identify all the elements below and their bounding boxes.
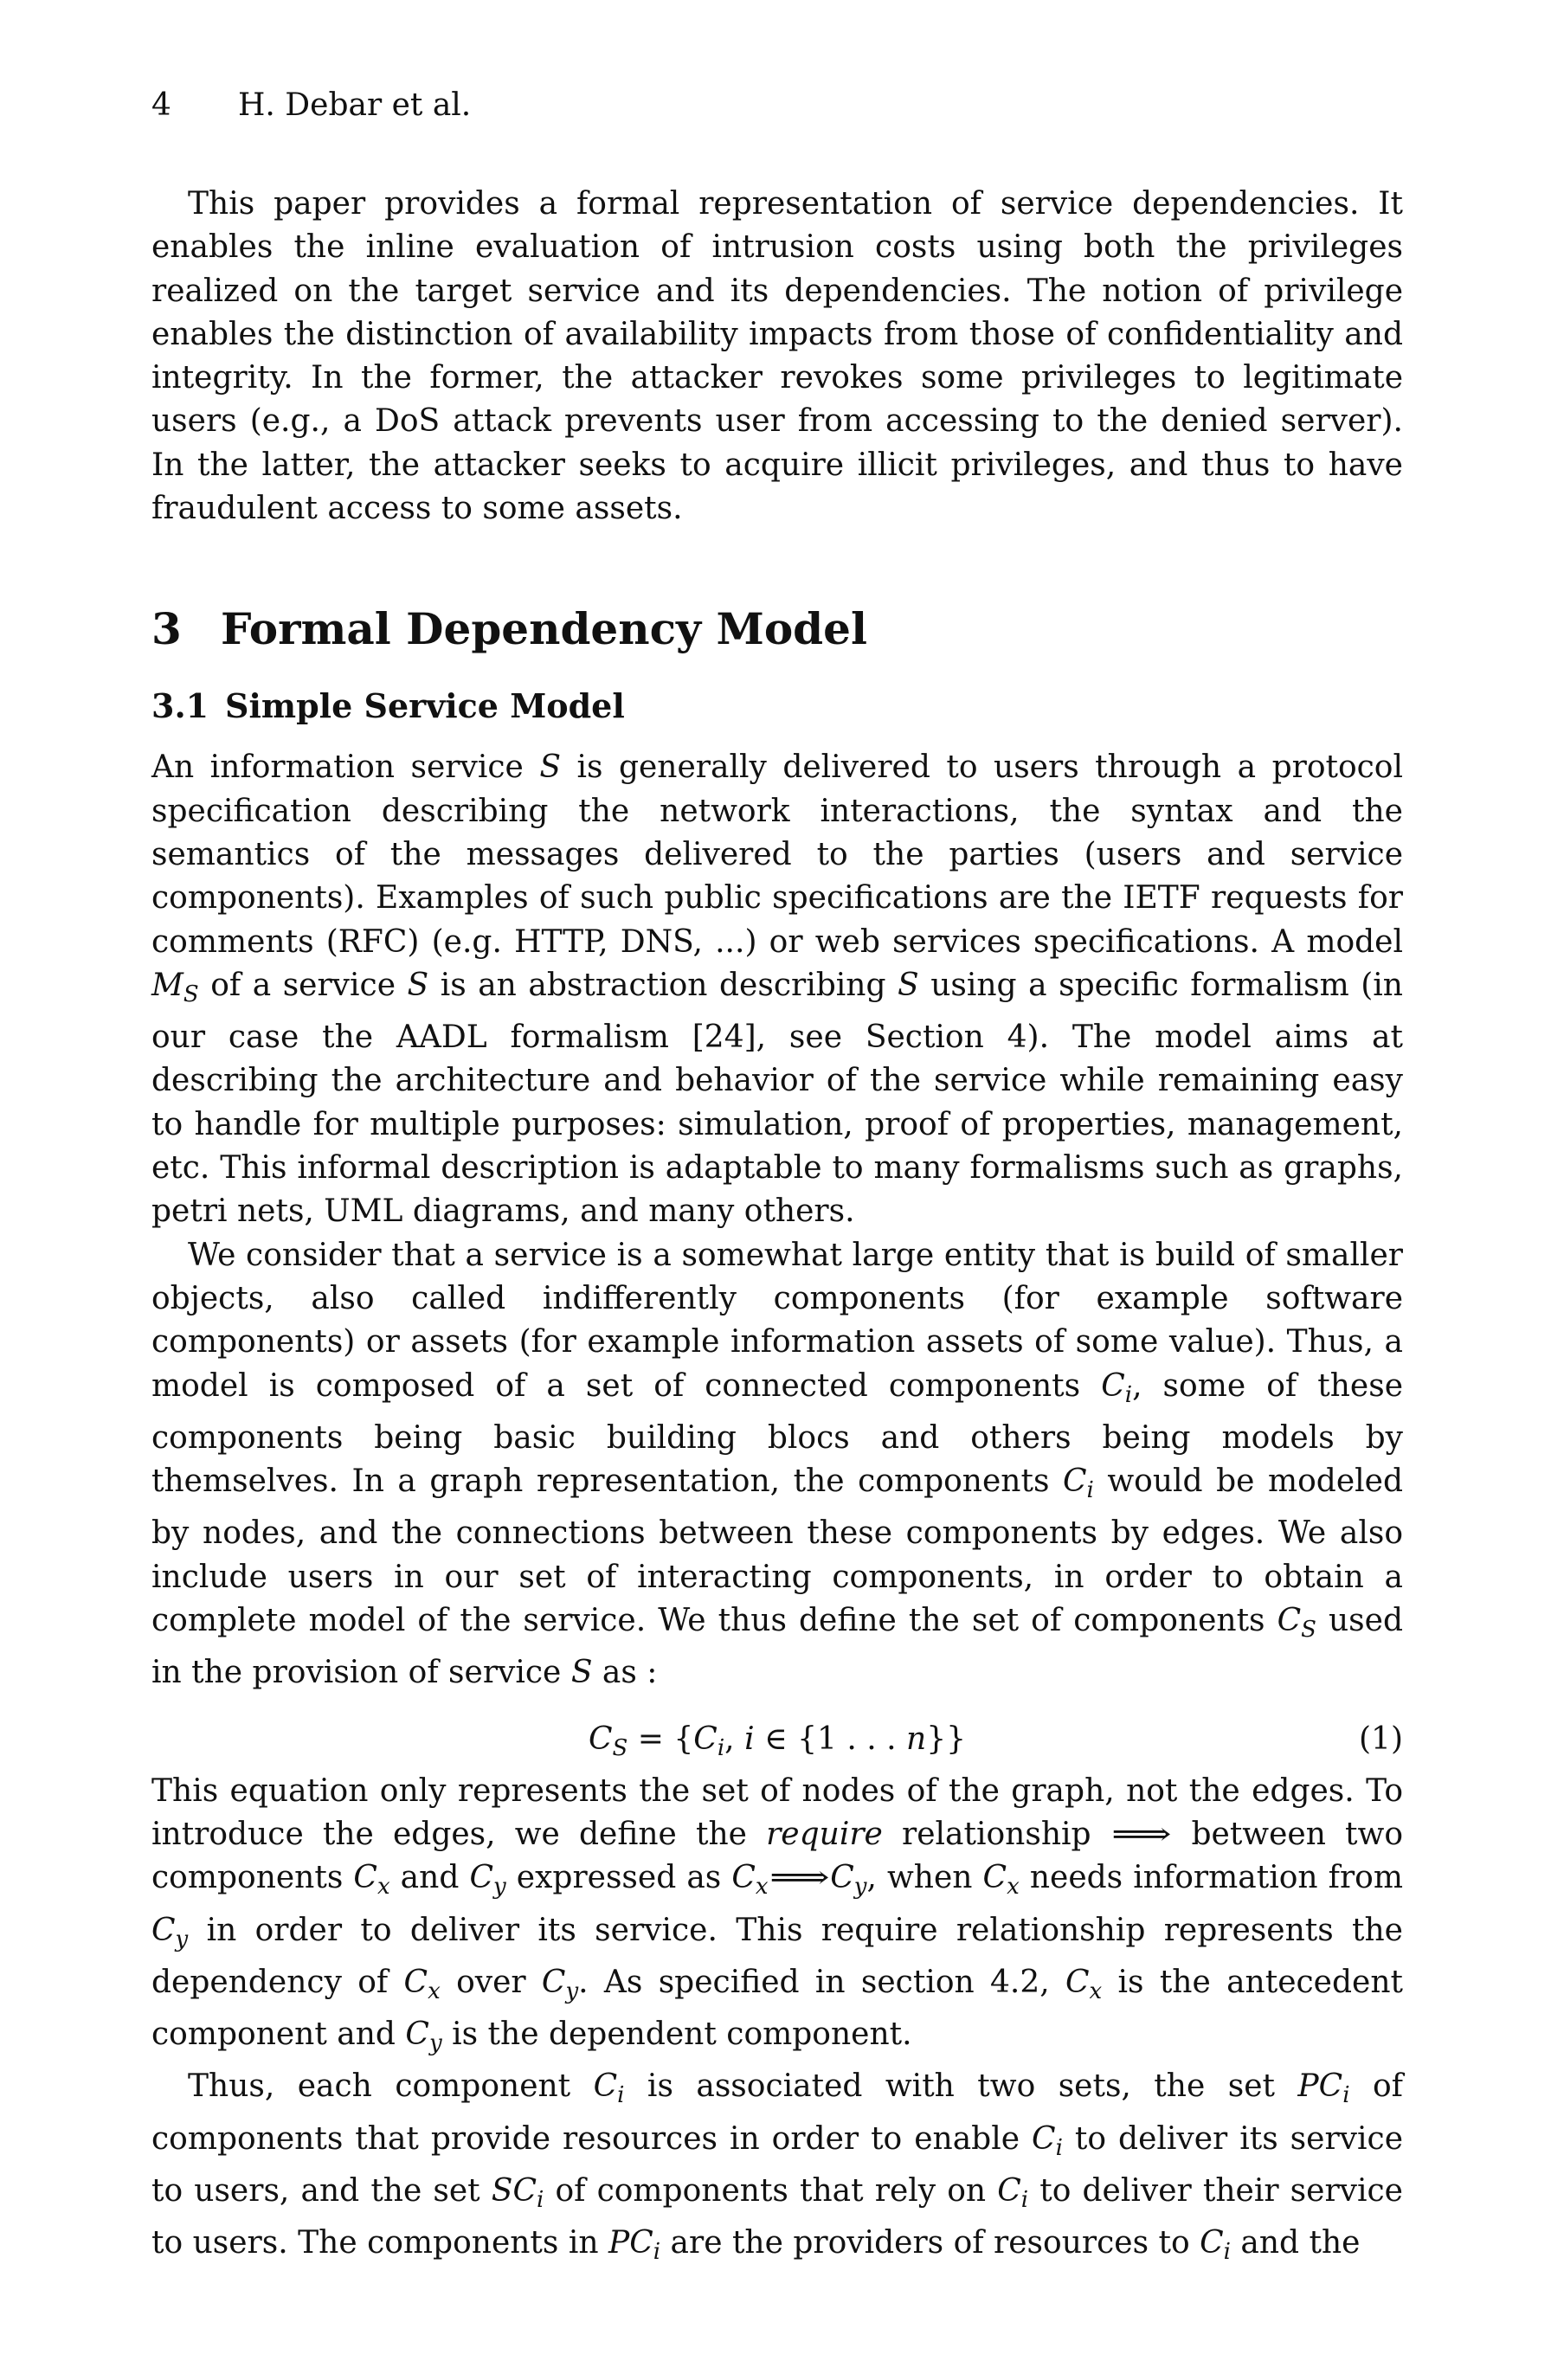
math-symbol: C	[830, 1860, 854, 1896]
page-number: 4	[151, 87, 171, 123]
section-heading	[151, 603, 1403, 655]
math-symbol: C	[1277, 1603, 1302, 1639]
intro-paragraph: This paper provides a formal representation of service dependencies. It enables the inline evaluation of intrusion costs using both the privileges realized on the target service and its dependencies. The notion of privilege enables the distinction of availability impacts from those of confidentiality and integrity. In the former, the attacker revokes some privileges to legitimate users (e.g., a DoS attack prevents user from accessing to the denied server). In the latter, the attacker seeks to acquire illicit privileges, and thus to have fraudulent access to some assets.	[151, 186, 1403, 527]
math-symbol: C	[1062, 1463, 1087, 1500]
text-run: needs information from	[1019, 1860, 1403, 1896]
math-subscript: i	[1342, 2082, 1350, 2109]
equation-text: ∈ {1 . . .	[754, 1721, 907, 1757]
math-subscript: i	[717, 1734, 725, 1761]
paper-page	[151, 87, 1403, 2274]
math-symbol: C	[151, 1912, 176, 1948]
text-run: as :	[592, 1655, 658, 1691]
text-run: to deliver its service to users, and the set	[151, 2120, 1403, 2209]
text-run: used in the provision of service	[151, 1603, 1403, 1691]
math-symbol: C	[541, 1964, 566, 2000]
text-run: between two components	[151, 1816, 1403, 1896]
text-run: relationship	[882, 1816, 1110, 1852]
paragraph-components	[151, 1234, 1403, 1695]
emphasis-require: require	[766, 1816, 883, 1852]
math-symbol: S	[898, 967, 919, 1003]
section-title: Formal Dependency Model	[221, 603, 867, 655]
math-symbol: C	[1065, 1964, 1090, 2000]
math-symbol: C	[731, 1860, 756, 1896]
math-subscript: S	[612, 1734, 628, 1761]
equation-text: = {	[637, 1721, 694, 1757]
text-run: is the antecedent component and	[151, 1964, 1403, 2053]
running-header-authors: H. Debar et al.	[238, 87, 472, 123]
math-subscript: i	[1086, 1477, 1094, 1504]
text-run: of components that rely on	[544, 2172, 998, 2209]
math-subscript: i	[537, 2186, 544, 2213]
implies-arrow: ⟹	[1110, 1816, 1172, 1852]
text-run: using a specific formalism (in our case the AADL formalism [24], see Section 4). The model aims at describing the architecture and behavior of the service while remaining easy to handle for multiple purposes: simulation, proof of properties, management, etc. This informal description is adaptable to many formalisms such as graphs, petri nets, UML diagrams, and many others.	[151, 967, 1403, 1230]
implies-arrow: ⟹	[769, 1860, 830, 1896]
paragraph-service-model	[151, 746, 1403, 1233]
equation-label: (1)	[1359, 1721, 1403, 1757]
math-subscript: x	[755, 1874, 769, 1901]
math-symbol: C	[405, 2017, 429, 2053]
text-run: to deliver their service to users. The components in	[151, 2172, 1403, 2261]
math-subscript: S	[1301, 1617, 1316, 1643]
equation-body	[151, 1718, 1403, 1770]
math-symbol: C	[593, 2068, 618, 2105]
text-run: of a service	[198, 967, 408, 1003]
text-run: is generally delivered to users through a protocol specification describing the network interactions, the syntax and the semantics of the messages delivered to the parties (users and service components). Examples of such public specifications are the IETF requests for comments (RFC) (e.g. HTTP, DNS, ...) or web services specifications. A model	[151, 749, 1403, 960]
math-symbol: M	[151, 967, 183, 1003]
text-run: Thus, each component	[188, 2068, 594, 2105]
math-symbol: S	[407, 967, 429, 1003]
math-subscript: y	[428, 2030, 442, 2057]
math-subscript: y	[175, 1926, 189, 1952]
text-run: would be modeled by nodes, and the connections between these components by edges. We also include users in our set of interacting components, in order to obtain a complete model of the service. We thus define the set of components	[151, 1463, 1404, 1639]
text-run: is the dependent component.	[441, 2017, 912, 2053]
running-header	[151, 87, 1403, 125]
text-run: is an abstraction describing	[428, 967, 898, 1003]
math-subscript: S	[183, 981, 199, 1007]
math-symbol: C	[693, 1721, 718, 1757]
math-symbol: C	[997, 2172, 1021, 2209]
text-run: over	[440, 1964, 542, 2000]
math-symbol: PC	[1297, 2068, 1343, 2105]
subsection-number: 3.1	[151, 686, 209, 726]
math-subscript: x	[1089, 1978, 1103, 2004]
text-run: . As specified in section 4.2,	[578, 1964, 1065, 2000]
math-symbol: S	[570, 1655, 593, 1691]
paragraph-component-sets	[151, 2065, 1403, 2274]
math-symbol: C	[982, 1860, 1007, 1896]
text-run: are the providers of resources to	[660, 2225, 1200, 2261]
paragraph-require-relationship	[151, 1770, 1403, 2066]
math-symbol: S	[539, 749, 561, 786]
math-symbol: C	[469, 1860, 494, 1896]
text-run: An information service	[151, 749, 540, 786]
math-subscript: x	[376, 1874, 390, 1901]
text-run: , some of these components being basic building blocs and others being models by themselves. In a graph representation, the components	[151, 1367, 1403, 1500]
math-subscript: x	[1007, 1874, 1020, 1901]
math-subscript: y	[493, 1874, 506, 1901]
math-symbol: C	[353, 1860, 377, 1896]
equation-text: }}	[926, 1721, 967, 1757]
math-symbol: n	[906, 1721, 927, 1757]
text-run: of components that provide resources in order to enable	[151, 2068, 1403, 2157]
math-subscript: i	[1020, 2186, 1029, 2213]
math-subscript: y	[565, 1978, 579, 2004]
text-run: expressed as	[505, 1860, 732, 1896]
math-symbol: SC	[491, 2172, 537, 2209]
math-symbol: PC	[608, 2225, 653, 2261]
math-subscript: y	[853, 1874, 867, 1901]
text-run: and	[389, 1860, 470, 1896]
subsection-title: Simple Service Model	[225, 686, 625, 726]
equation-text: ,	[724, 1721, 745, 1757]
math-subscript: i	[1124, 1381, 1133, 1408]
math-symbol: i	[744, 1721, 755, 1757]
equation-1	[151, 1718, 1403, 1761]
text-run: We consider that a service is a somewhat large entity that is build of smaller objects, also called indifferently components (for example software components) or assets (for example information assets of some value). Thus, a model is composed of a set of connected components	[151, 1237, 1403, 1404]
math-subscript: i	[653, 2239, 661, 2266]
math-symbol: C	[588, 1721, 613, 1757]
text-run: , when	[866, 1860, 983, 1896]
math-subscript: i	[1055, 2134, 1063, 2161]
text-run: in order to deliver its service. This require relationship represents the dependency of	[151, 1912, 1403, 2000]
section-number: 3	[151, 603, 182, 655]
math-subscript: i	[1223, 2239, 1231, 2266]
text-run: is associated with two sets, the set	[624, 2068, 1298, 2105]
math-symbol: C	[1101, 1367, 1125, 1404]
math-symbol: C	[1200, 2225, 1224, 2261]
math-subscript: i	[617, 2082, 625, 2109]
math-subscript: x	[428, 1978, 441, 2004]
math-symbol: C	[403, 1964, 428, 2000]
text-run: This equation only represents the set of nodes of the graph, not the edges. To introduce the edges, we define the	[151, 1772, 1403, 1852]
text-run: and the	[1230, 2225, 1361, 2261]
subsection-heading	[151, 685, 1403, 727]
math-symbol: C	[1032, 2120, 1056, 2157]
